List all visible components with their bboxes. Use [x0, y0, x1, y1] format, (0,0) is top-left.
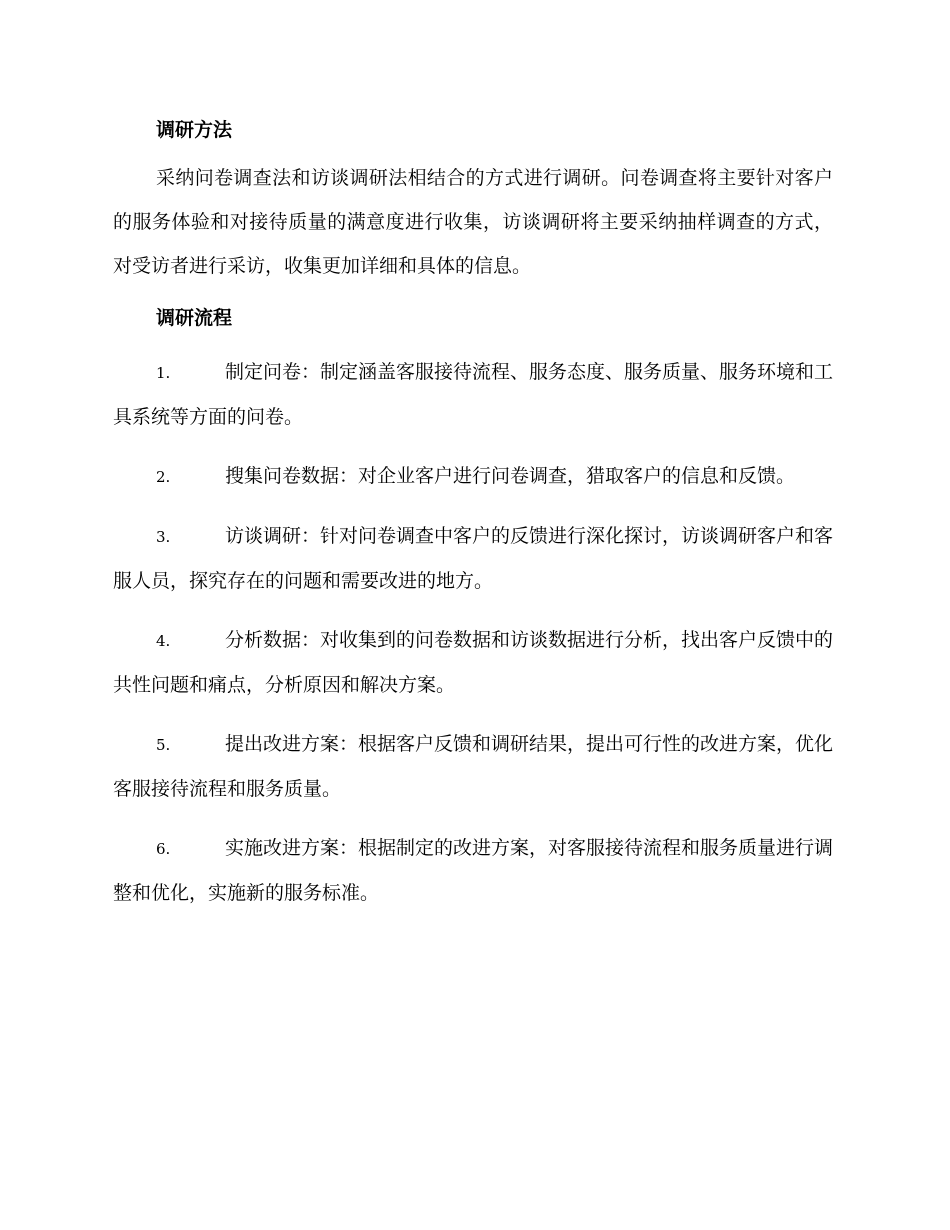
step-text: 访谈调研：针对问卷调查中客户的反馈进行深化探讨，访谈调研客户和客服人员，探究存在的问题和需要改进的地方。 [113, 525, 834, 592]
step-number: 1. [156, 364, 171, 382]
step-text: 制定问卷：制定涵盖客服接待流程、服务态度、服务质量、服务环境和工具系统等方面的问卷。 [113, 361, 834, 428]
step-number: 2. [156, 468, 171, 486]
section-heading-process: 调研流程 [156, 307, 233, 329]
process-step-3 [113, 514, 833, 603]
section-heading-methods: 调研方法 [156, 119, 233, 141]
process-step-list [113, 350, 833, 915]
process-step-6 [113, 826, 833, 915]
methods-paragraph: 采纳问卷调查法和访谈调研法相结合的方式进行调研。问卷调查将主要针对客户的服务体验和对接待质量的满意度进行收集，访谈调研将主要采纳抽样调查的方式，对受访者进行采访，收集更加详细和具体的信息。 [113, 167, 833, 277]
step-number: 4. [156, 632, 171, 650]
step-text: 提出改进方案：根据客户反馈和调研结果，提出可行性的改进方案，优化客服接待流程和服务质量。 [113, 733, 834, 800]
document-body [113, 112, 833, 930]
process-step-2 [113, 454, 833, 499]
step-text: 实施改进方案：根据制定的改进方案，对客服接待流程和服务质量进行调整和优化，实施新的服务标准。 [113, 837, 834, 904]
process-step-1 [113, 350, 833, 439]
step-text: 搜集问卷数据：对企业客户进行问卷调查，猎取客户的信息和反馈。 [225, 465, 796, 487]
step-number: 5. [156, 736, 171, 754]
step-number: 6. [156, 840, 171, 858]
process-step-4 [113, 618, 833, 707]
step-text: 分析数据：对收集到的问卷数据和访谈数据进行分析，找出客户反馈中的共性问题和痛点，分析原因和解决方案。 [113, 629, 834, 696]
step-number: 3. [156, 528, 171, 546]
process-step-5 [113, 722, 833, 811]
